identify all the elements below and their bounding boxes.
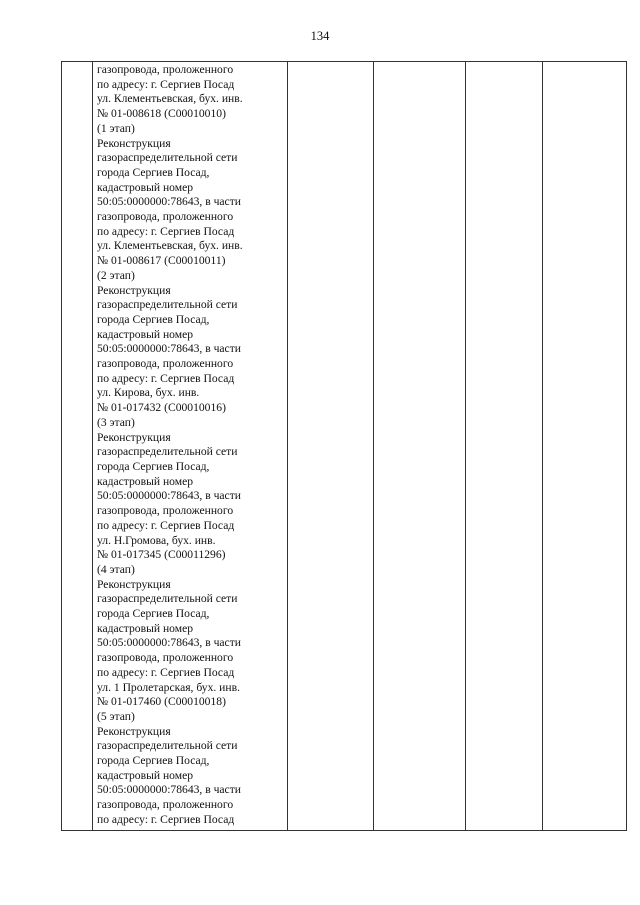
empty-cell [288, 62, 374, 831]
page-number: 134 [310, 29, 330, 43]
number-cell [62, 62, 93, 831]
empty-cell [374, 62, 466, 831]
empty-cell [466, 62, 543, 831]
empty-cell [543, 62, 627, 831]
continuation-table [61, 61, 627, 831]
object-description-cell: газопровода, проложенного по адресу: г. Сергиев Посад ул. Клементьевская, бух. инв. № 01-008618 (С00010010) (1 этап) Реконструкция газораспределительной сети города Сергиев Посад, кадастровый номер 50:05:0000000:78643, в части газопровода, проложенного по адресу: г. Сергиев Посад ул. Клементьевская, бух. инв. № 01-008617 (С00010011) (2 этап) Реконструкция газораспределительной сети города Сергиев Посад, кадастровый номер 50:05:0000000:78643, в части газопровода, проложенного по адресу: г. Сергиев Посад ул. Кирова, бух. инв. № 01-017432 (С00010016) (3 этап) Реконструкция газораспределительной сети города Сергиев Посад, кадастровый номер 50:05:0000000:78643, в части газопровода, проложенного по адресу: г. Сергиев Посад ул. Н.Громова, бух. инв. № 01-017345 (С00011296) (4 этап) Реконструкция газораспределительной сети города Сергиев Посад, кадастровый номер 50:05:0000000:78643, в части газопровода, проложенного по адресу: г. Сергиев Посад ул. 1 Пролетарская, бух. инв. № 01-017460 (С00010018) (5 этап) Реконструкция газораспределительной сети города Сергиев Посад, кадастровый номер 50:05:0000000:78643, в части газопровода, проложенного по адресу: г. Сергиев Посад [93, 62, 288, 831]
table-row [62, 62, 627, 831]
